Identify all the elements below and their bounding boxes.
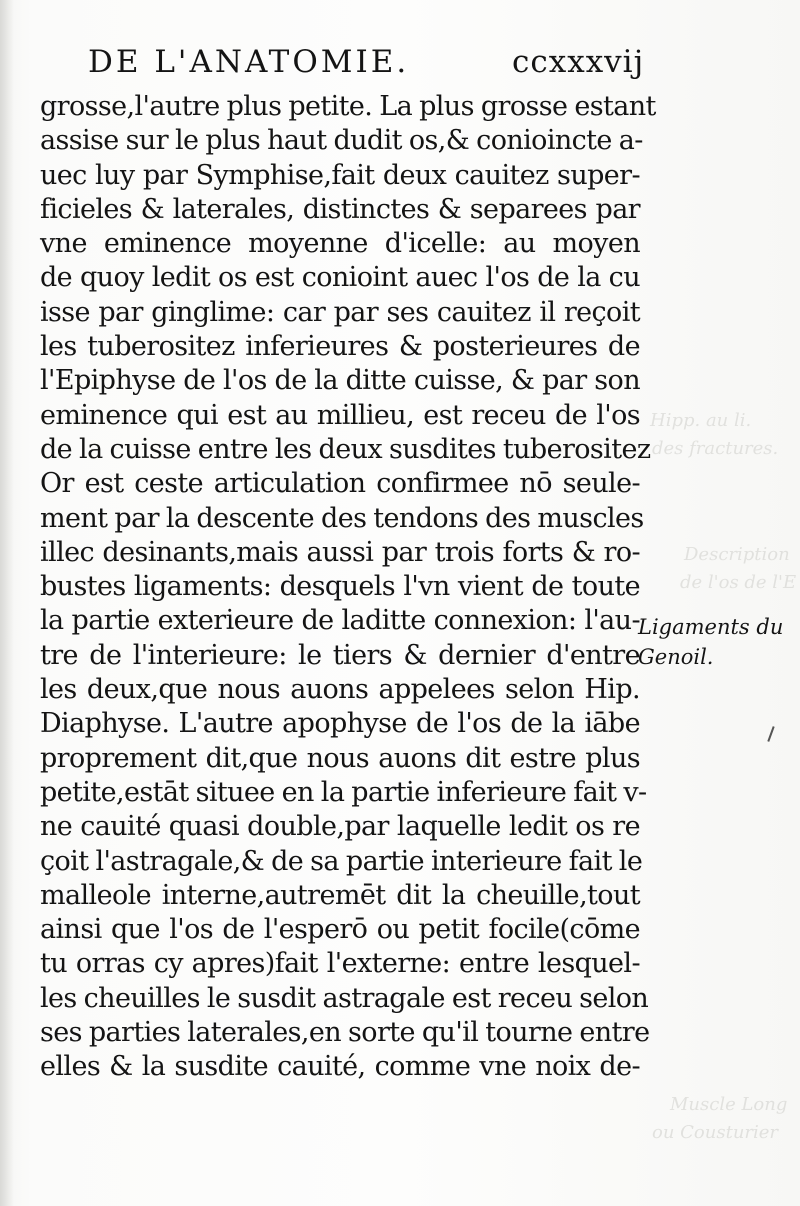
text-line: grosse,l'autre plus petite. La plus grosse estant bbox=[40, 91, 656, 122]
text-line: ment par la descente des tendons des muscles bbox=[40, 502, 644, 534]
text-line: Diaphyse. L'autre apophyse de l'os de la iābe bbox=[40, 708, 640, 740]
text-line: ainsi que l'os de l'esperō ou petit focile(cōme bbox=[40, 914, 640, 946]
text-line: la partie exterieure de laditte connexion: l'au- bbox=[40, 605, 640, 637]
text-line: uec luy par Symphise,fait deux cauitez super- bbox=[40, 159, 640, 191]
show-through-text: Description bbox=[684, 544, 790, 565]
show-through-text: ou Cousturier bbox=[652, 1122, 779, 1143]
text-line: ne cauité quasi double,par laquelle ledit os re bbox=[40, 811, 640, 843]
marginal-note-line: Genoil. bbox=[638, 645, 714, 669]
text-line: bustes ligaments: desquels l'vn vient de toute bbox=[40, 571, 640, 603]
text-line: de quoy ledit os est conioint auec l'os de la cu bbox=[40, 262, 640, 294]
text-line: eminence qui est au millieu, est receu de l'os bbox=[40, 399, 640, 431]
text-line: les tuberositez inferieures & posterieures de bbox=[40, 331, 640, 363]
ink-mark bbox=[767, 726, 774, 742]
gutter-shadow bbox=[0, 0, 14, 1206]
folio-number: ccxxxvij bbox=[512, 44, 645, 80]
show-through-text: de l'os de l'E bbox=[680, 572, 797, 593]
text-line: Or est ceste articulation confirmee nō seule- bbox=[40, 468, 640, 500]
text-line: elles & la susdite cauité, comme vne noix de- bbox=[40, 1051, 640, 1083]
marginal-note bbox=[638, 612, 783, 672]
marginal-note-line: Ligaments du bbox=[638, 615, 784, 639]
text-line: les cheuilles le susdit astragale est receu selon bbox=[40, 982, 649, 1014]
text-line: les deux,que nous auons appelees selon Hip. bbox=[40, 674, 640, 706]
text-line: l'Epiphyse de l'os de la ditte cuisse, & par son bbox=[40, 365, 640, 397]
text-line: isse par ginglime: car par ses cauitez il reçoit bbox=[40, 296, 640, 328]
text-line: tre de l'interieure: le tiers & dernier d'entre bbox=[40, 639, 640, 671]
text-line: ficieles & laterales, distinctes & separees par bbox=[40, 193, 640, 225]
text-line: vne eminence moyenne d'icelle: au moyen bbox=[40, 228, 640, 260]
text-line: çoit l'astragale,& de sa partie interieure fait le bbox=[40, 845, 643, 877]
text-line: ses parties laterales,en sorte qu'il tourne entre bbox=[40, 1017, 650, 1049]
show-through-text: Muscle Long bbox=[670, 1094, 788, 1115]
text-line: petite,estāt situee en la partie inferieure fait v- bbox=[40, 776, 647, 808]
text-line: proprement dit,que nous auons dit estre plus bbox=[40, 742, 640, 774]
text-line: illec desinants,mais aussi par trois forts & ro- bbox=[40, 536, 640, 568]
body-text bbox=[40, 90, 656, 1085]
text-line: malleole interne,autremēt dit la cheuille,tout bbox=[40, 879, 640, 911]
text-line: tu orras cy apres)fait l'externe: entre lesquel- bbox=[40, 948, 640, 980]
text-line: assise sur le plus haut dudit os,& conioincte a- bbox=[40, 125, 643, 157]
running-title: DE L'ANATOMIE. bbox=[88, 44, 410, 80]
show-through-text: Hipp. au li. bbox=[650, 410, 752, 431]
show-through-text: des fractures. bbox=[652, 438, 779, 459]
text-line: de la cuisse entre les deux susdites tuberositez bbox=[40, 433, 651, 465]
